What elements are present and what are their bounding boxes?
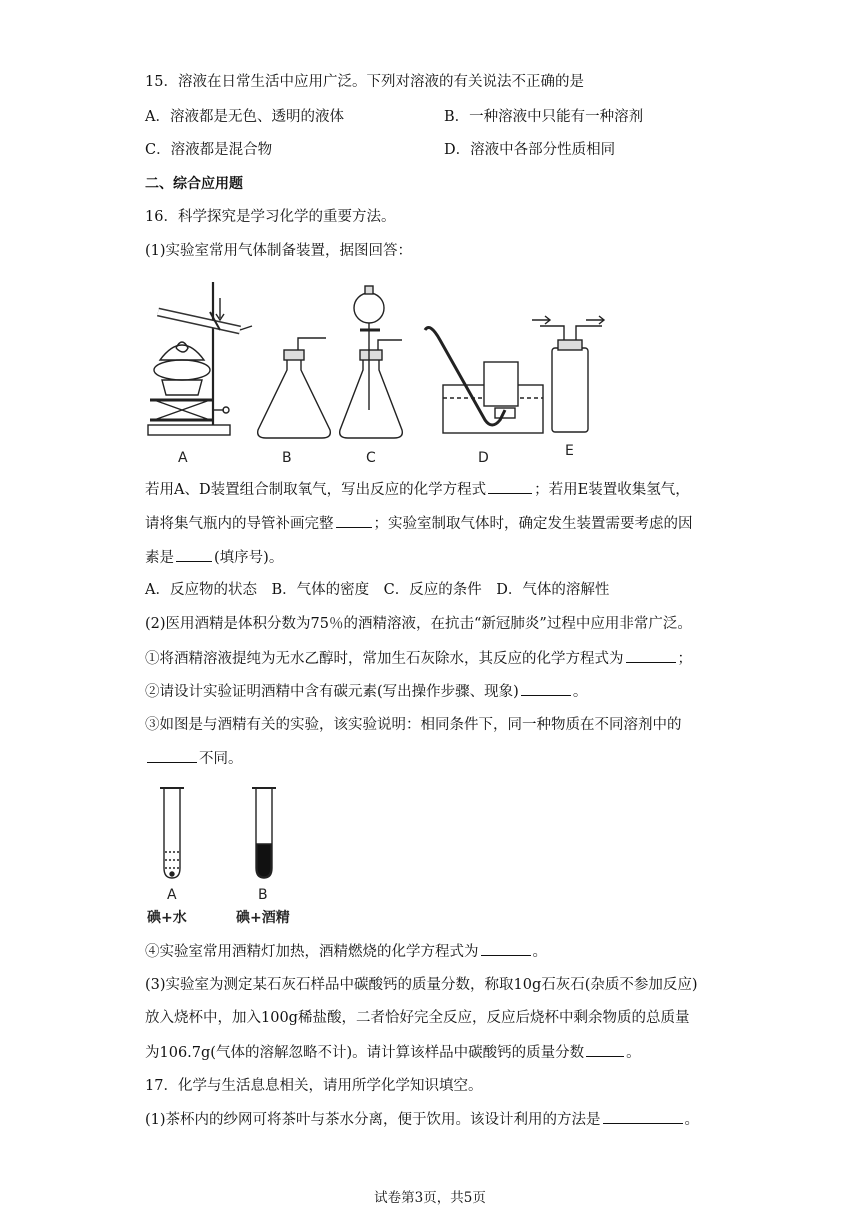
q16-part2-2-end: 。 [572,684,588,700]
apparatus-label-b: B [282,450,292,466]
q16-text3b: (填序号)。 [214,550,284,566]
q16-part1: (1)实验室常用气体制备装置，据图回答： [145,243,413,259]
q16-part2-1-text: ①将酒精溶液提纯为无水乙醇时，常加生石灰除水，其反应的化学方程式为 [145,651,624,667]
q16-text2b: ；实验室制取气体时，确定发生装置需要考虑的因 [373,516,693,532]
apparatus-c [340,286,403,438]
q16-part3-b: 放入烧杯中，加入100g稀盐酸，二者恰好完全反应，反应后烧杯中剩余物质的总质量 [145,1010,690,1026]
q16-text-line3 [145,547,283,568]
q17-part1 [145,1109,699,1130]
gas-apparatus-figure [140,270,620,470]
tube-caption-b: 碘+酒精 [236,910,290,926]
q16-part3-c [145,1042,641,1063]
q15-option-d: D．溶液中各部分性质相同 [444,142,616,158]
q16-text-line2 [145,513,693,534]
q16-part2: (2)医用酒精是体积分数为75％的酒精溶液，在抗击“新冠肺炎”过程中应用非常广泛。 [145,616,692,632]
q16-part2-2-text: ②请设计实验证明酒精中含有碳元素(写出操作步骤、现象) [145,684,519,700]
section-title: 二、综合应用题 [145,176,243,192]
q16-part2-1 [145,648,692,669]
q17-stem: 17．化学与生活息息相关，请用所学化学知识填空。 [145,1078,483,1094]
q16-stem: 16．科学探究是学习化学的重要方法。 [145,209,396,225]
tube-letter-b: B [258,887,268,903]
apparatus-label-d: D [478,450,489,466]
q16-part3-end: 。 [626,1045,641,1061]
apparatus-d [425,328,543,433]
q15-option-b: B．一种溶液中只能有一种溶剂 [444,109,644,125]
q17-part1-end: 。 [684,1112,700,1128]
q16-text2a: 请将集气瓶内的导管补画完整 [145,516,334,532]
q16-part3-a: (3)实验室为测定某石灰石样品中碳酸钙的质量分数，称取10g石灰石(杂质不参加反应) [145,977,698,993]
q16-part2-3-end: 不同。 [199,751,243,767]
q16-text3a: 素是 [145,550,174,566]
page-footer: 试卷第3页，共5页 [374,1190,486,1206]
q17-part1-text: (1)茶杯内的纱网可将茶叶与茶水分离，便于饮用。该设计利用的方法是 [145,1112,601,1128]
q16-part2-4-text: ④实验室常用酒精灯加热，酒精燃烧的化学方程式为 [145,944,479,960]
answer-blank [176,547,212,562]
answer-blank [481,941,531,956]
q16-part3-c-text: 为106.7g(气体的溶解忽略不计)。请计算该样品中碳酸钙的质量分数 [145,1045,585,1061]
answer-blank [488,479,532,494]
q16-text1a: 若用A、D装置组合制取氧气，写出反应的化学方程式 [145,482,487,498]
q16-text-line1 [145,479,690,500]
apparatus-a [148,282,252,435]
apparatus-label-c: C [366,450,376,466]
answer-blank [521,681,571,696]
q15-option-c: C．溶液都是混合物 [145,142,273,158]
q16-part2-4 [145,941,547,962]
test-tube-b [252,788,276,878]
answer-blank [336,513,372,528]
q16-part2-3b [145,748,243,769]
test-tubes-figure [150,784,300,884]
apparatus-label-a: A [178,450,188,466]
apparatus-label-e: E [565,443,574,459]
q16-choices: A．反应物的状态 B．气体的密度 C．反应的条件 D．气体的溶解性 [145,582,610,598]
tube-letter-a: A [167,887,177,903]
answer-blank [603,1109,683,1124]
q16-part2-3: ③如图是与酒精有关的实验，该实验说明：相同条件下，同一种物质在不同溶剂中的 [145,717,682,733]
q15-stem: 15．溶液在日常生活中应用广泛。下列对溶液的有关说法不正确的是 [145,74,584,90]
tube-caption-a: 碘+水 [147,910,187,926]
answer-blank [586,1042,624,1057]
apparatus-b [258,338,331,438]
q16-text1b: ；若用E装置收集氢气， [534,482,690,498]
answer-blank [147,748,197,763]
q16-part2-4-end: 。 [532,944,547,960]
test-tube-a [160,788,184,878]
q16-part2-2 [145,681,587,702]
q16-part2-1-end: ； [677,651,692,667]
answer-blank [626,648,676,663]
q15-option-a: A．溶液都是无色、透明的液体 [145,109,344,125]
